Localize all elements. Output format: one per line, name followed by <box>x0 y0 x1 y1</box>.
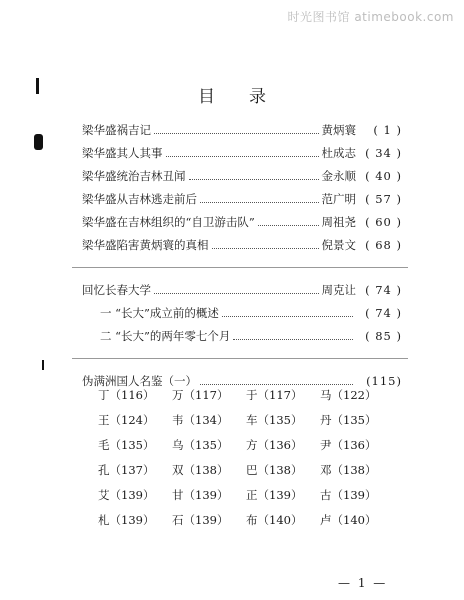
binding-mark <box>34 134 43 150</box>
table-of-contents <box>82 122 402 396</box>
leader-dots <box>258 225 319 226</box>
name-entry[interactable]: 巴（138） <box>246 462 303 477</box>
name-entry[interactable]: 韦（134） <box>172 412 229 427</box>
entry-page: (115) <box>366 374 402 388</box>
entry-title: 梁华盛陷害黄炳寰的真相 <box>82 238 209 252</box>
entry-title: 回忆长春大学 <box>82 283 151 297</box>
name-entry[interactable]: 双（138） <box>172 462 229 477</box>
leader-dots <box>233 339 353 340</box>
name-index-grid <box>98 382 394 532</box>
leader-dots <box>189 179 319 180</box>
entry-author: 杜成志 <box>321 146 356 160</box>
toc-entry[interactable] <box>82 282 402 305</box>
name-entry[interactable]: 王（124） <box>98 412 155 427</box>
entry-author: 周克让 <box>321 283 356 297</box>
entry-page: ( 1 ) <box>373 123 402 137</box>
entry-title: 梁华盛其人其事 <box>82 146 163 160</box>
subentry-title: 一 “长大”成立前的概述 <box>100 306 219 320</box>
name-entry[interactable]: 丁（116） <box>98 387 155 402</box>
entry-author: 金永顺 <box>321 169 356 183</box>
entry-title: 梁华盛从吉林逃走前后 <box>82 192 197 206</box>
subentry-page: ( 85 ) <box>365 329 402 343</box>
name-entry[interactable]: 于（117） <box>246 387 303 402</box>
entry-author: 范广明 <box>321 192 356 206</box>
entry-title: 梁华盛在吉林组织的“自卫游击队” <box>82 215 255 229</box>
name-row <box>98 382 394 407</box>
name-entry[interactable]: 石（139） <box>172 512 229 527</box>
name-entry[interactable]: 毛（135） <box>98 437 155 452</box>
leader-dots <box>200 202 319 203</box>
toc-entry[interactable] <box>82 214 402 237</box>
name-row <box>98 432 394 457</box>
name-row <box>98 457 394 482</box>
entry-page: ( 34 ) <box>365 146 402 160</box>
name-entry[interactable]: 马（122） <box>320 387 377 402</box>
entry-title: 伪满洲国人名鉴（一） <box>82 374 197 388</box>
leader-dots <box>166 156 319 157</box>
name-entry[interactable]: 正（139） <box>246 487 303 502</box>
name-entry[interactable]: 孔（137） <box>98 462 155 477</box>
name-entry[interactable]: 乌（135） <box>172 437 229 452</box>
page-title: 目录 <box>198 87 300 107</box>
leader-dots <box>212 248 319 249</box>
leader-dots <box>154 133 319 134</box>
name-entry[interactable]: 古（139） <box>320 487 377 502</box>
name-row <box>98 407 394 432</box>
toc-entry[interactable] <box>82 122 402 145</box>
toc-entry[interactable] <box>82 168 402 191</box>
entry-author: 黄炳寰 <box>321 123 356 137</box>
entry-page: ( 74 ) <box>365 283 402 297</box>
name-row <box>98 507 394 532</box>
name-entry[interactable]: 尹（136） <box>320 437 377 452</box>
subentry-title: 二 “长大”的两年零七个月 <box>100 329 231 343</box>
page-number: — 1 — <box>338 576 388 590</box>
toc-subentry[interactable] <box>82 305 402 328</box>
name-row <box>98 482 394 507</box>
entry-page: ( 68 ) <box>365 238 402 252</box>
binding-mark <box>42 360 44 370</box>
name-entry[interactable]: 札（139） <box>98 512 155 527</box>
entry-author: 周祖尧 <box>321 215 356 229</box>
subentry-page: ( 74 ) <box>365 306 402 320</box>
entry-title: 梁华盛统治吉林丑闻 <box>82 169 186 183</box>
name-entry[interactable]: 万（117） <box>172 387 229 402</box>
entry-page: ( 40 ) <box>365 169 402 183</box>
entry-page: ( 57 ) <box>365 192 402 206</box>
name-entry[interactable]: 邓（138） <box>320 462 377 477</box>
watermark-text: 时光图书馆 atimebook.com <box>287 10 454 24</box>
toc-entry[interactable] <box>82 191 402 214</box>
name-entry[interactable]: 甘（139） <box>172 487 229 502</box>
name-entry[interactable]: 艾（139） <box>98 487 155 502</box>
name-entry[interactable]: 车（135） <box>246 412 303 427</box>
name-entry[interactable]: 布（140） <box>246 512 303 527</box>
toc-entry[interactable] <box>82 237 402 260</box>
leader-dots <box>222 316 353 317</box>
entry-author: 倪景文 <box>321 238 356 252</box>
section-divider <box>72 358 408 359</box>
toc-entry[interactable] <box>82 145 402 168</box>
toc-subentry[interactable] <box>82 328 402 351</box>
name-entry[interactable]: 方（136） <box>246 437 303 452</box>
name-entry[interactable]: 卢（140） <box>320 512 377 527</box>
name-entry[interactable]: 丹（135） <box>320 412 377 427</box>
entry-title: 梁华盛祸吉记 <box>82 123 151 137</box>
leader-dots <box>154 293 319 294</box>
entry-page: ( 60 ) <box>365 215 402 229</box>
section-divider <box>72 267 408 268</box>
